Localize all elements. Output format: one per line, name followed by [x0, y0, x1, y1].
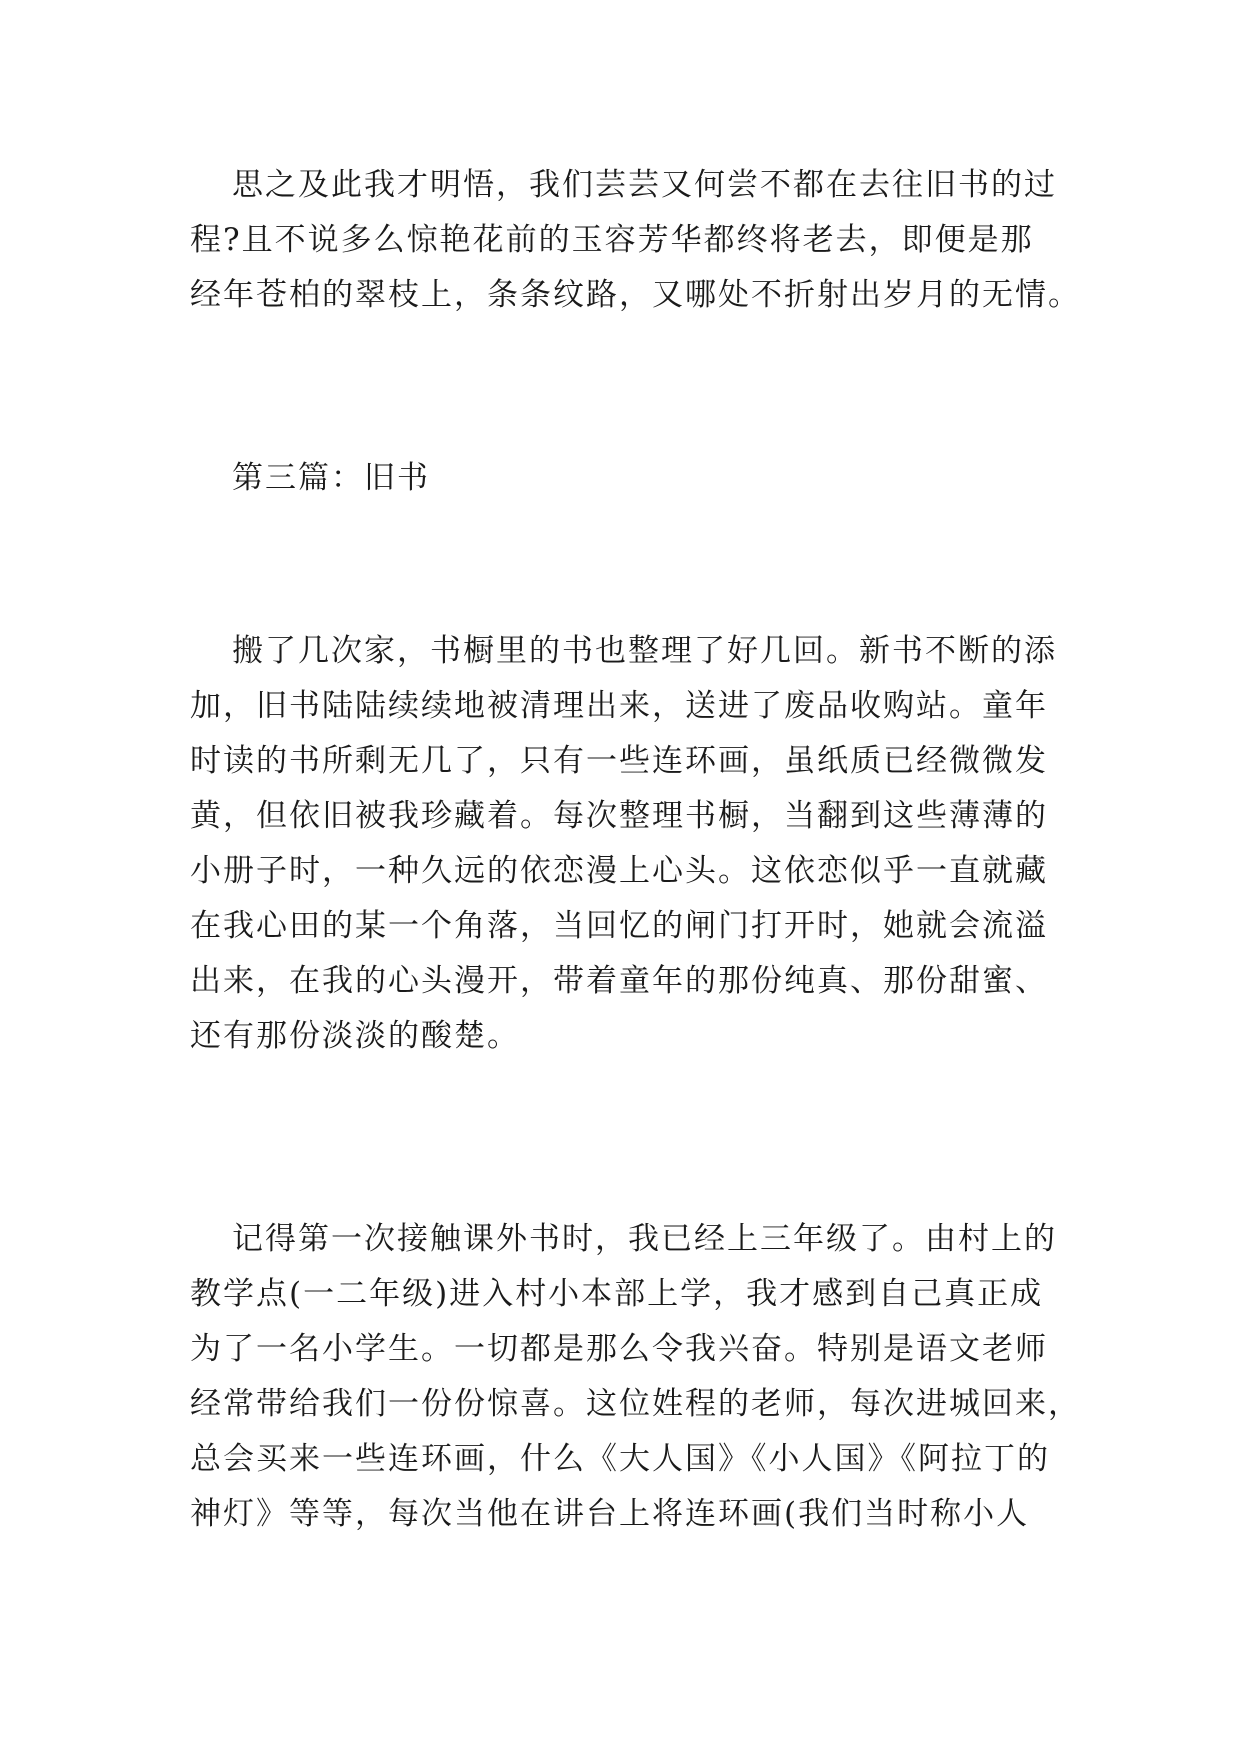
text-line: 出来，在我的心头漫开，带着童年的那份纯真、那份甜蜜、 [190, 963, 1048, 999]
paragraph-first-extracurricular-books [190, 1212, 1081, 1542]
text-line: 教学点(一二年级)进入村小本部上学，我才感到自己真正成 [190, 1276, 1044, 1312]
text-line: 神灯》等等，每次当他在讲台上将连环画(我们当时称小人 [190, 1496, 1030, 1532]
paragraph-reflection [190, 158, 1081, 323]
text-line: 记得第一次接触课外书时，我已经上三年级了。由村上的 [232, 1221, 1057, 1257]
text-line: 加，旧书陆陆续续地被清理出来，送进了废品收购站。童年 [190, 688, 1048, 724]
text-line: 为了一名小学生。一切都是那么令我兴奋。特别是语文老师 [190, 1331, 1048, 1367]
text-line: 经常带给我们一份份惊喜。这位姓程的老师，每次进城回来， [190, 1386, 1081, 1422]
text-line: 黄，但依旧被我珍藏着。每次整理书橱，当翻到这些薄薄的 [190, 798, 1048, 834]
text-line: 总会买来一些连环画，什么《大人国》《小人国》《阿拉丁的 [190, 1441, 1050, 1477]
section-title: 第三篇：旧书 [232, 460, 430, 496]
text-line: 程?且不说多么惊艳花前的玉容芳华都终将老去，即便是那 [190, 222, 1034, 258]
text-line: 还有那份淡淡的酸楚。 [190, 1018, 520, 1054]
text-line: 小册子时，一种久远的依恋漫上心头。这依恋似乎一直就藏 [190, 853, 1048, 889]
text-line: 在我心田的某一个角落，当回忆的闸门打开时，她就会流溢 [190, 908, 1048, 944]
text-line: 搬了几次家，书橱里的书也整理了好几回。新书不断的添 [232, 633, 1057, 669]
text-line: 思之及此我才明悟，我们芸芸又何尝不都在去往旧书的过 [232, 167, 1057, 203]
paragraph-moving-house [190, 624, 1070, 1064]
text-line: 时读的书所剩无几了，只有一些连环画，虽纸质已经微微发 [190, 743, 1048, 779]
section-heading [190, 451, 1070, 506]
text-line: 经年苍柏的翠枝上，条条纹路，又哪处不折射出岁月的无情。 [190, 277, 1081, 313]
